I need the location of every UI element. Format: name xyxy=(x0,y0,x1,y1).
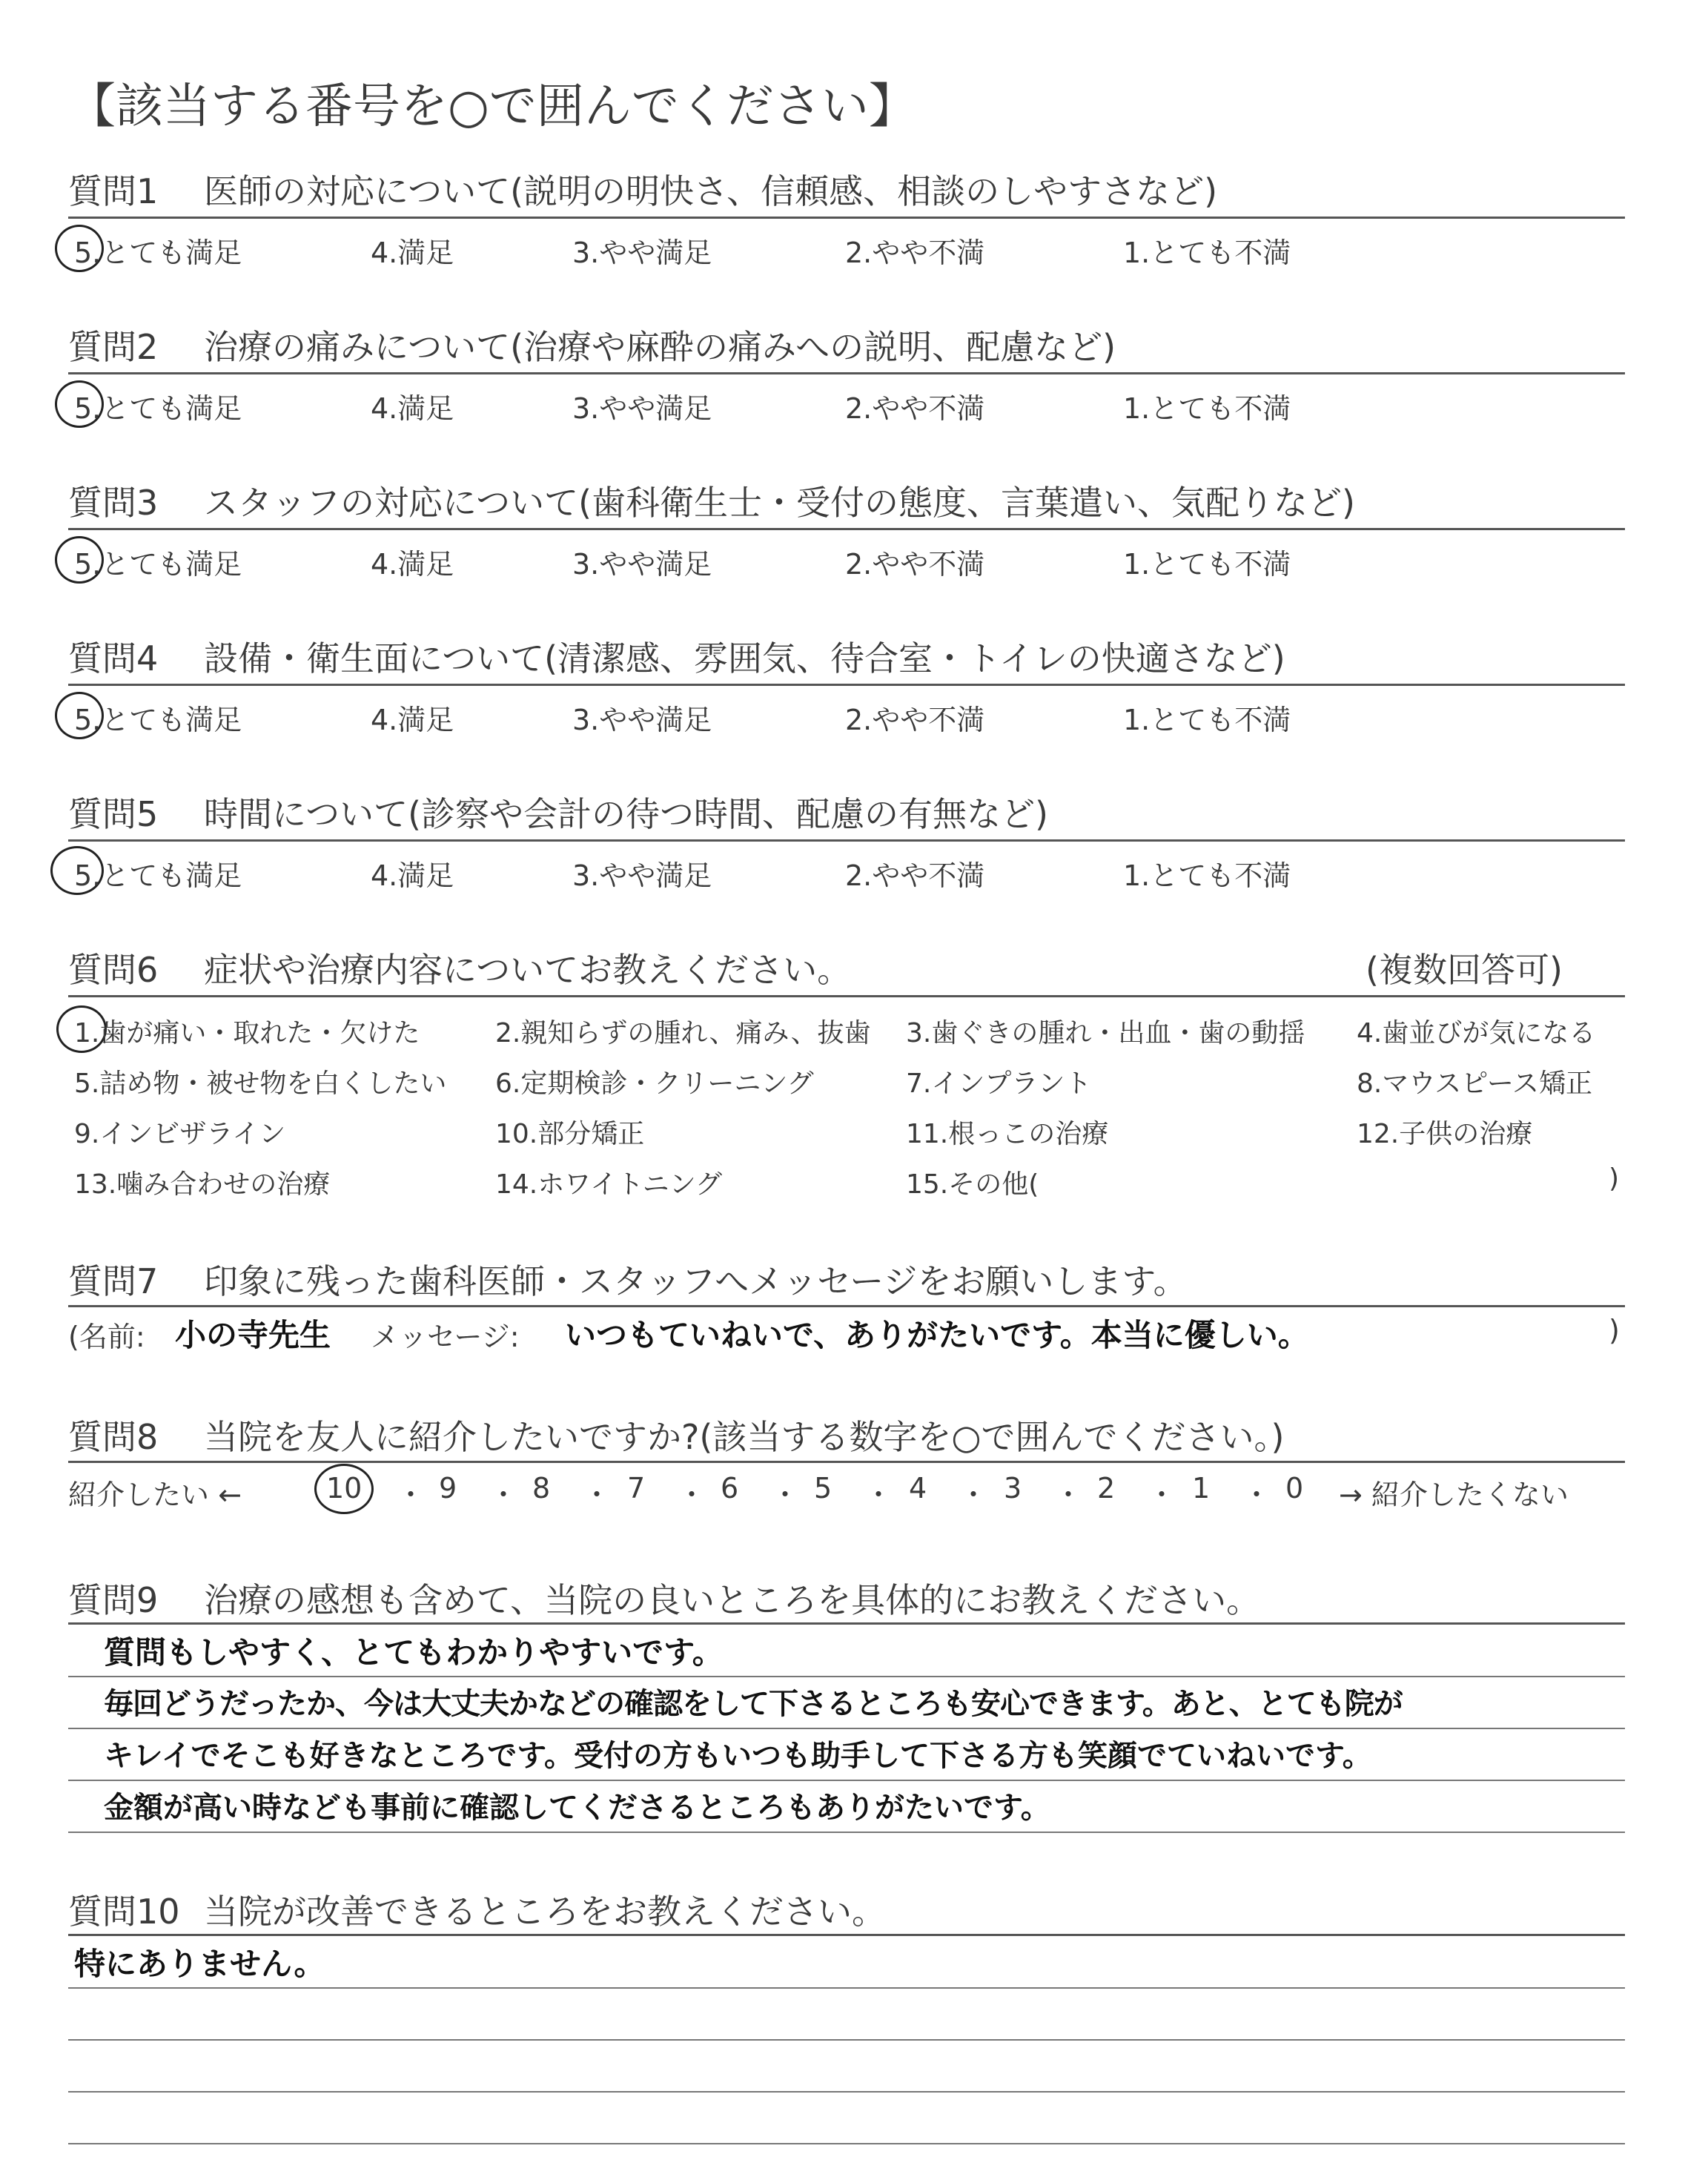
question-label: 質問7 xyxy=(68,1261,159,1301)
option-3[interactable]: 3.やや満足 xyxy=(572,548,712,581)
question-label: 質問2 xyxy=(68,327,159,367)
question-label: 質問5 xyxy=(68,794,159,834)
divider xyxy=(68,528,1625,530)
score-dot: ・ xyxy=(489,1479,518,1511)
score-dot: ・ xyxy=(1148,1479,1176,1511)
option-2[interactable]: 2.やや不満 xyxy=(845,392,985,425)
question-label: 質問6 xyxy=(68,950,159,990)
recommend-left-label: 紹介したい ← xyxy=(68,1479,242,1511)
question-text: 治療の痛みについて(治療や麻酔の痛みへの説明、配慮など) xyxy=(204,327,1116,367)
question-text: 時間について(診察や会計の待つ時間、配慮の有無など) xyxy=(204,794,1048,834)
option-2[interactable]: 2.やや不満 xyxy=(845,859,985,892)
score-5[interactable]: 5 xyxy=(814,1472,833,1505)
question-text: 医師の対応について(説明の明快さ、信頼感、相談のしやすさなど) xyxy=(204,171,1218,211)
score-0[interactable]: 0 xyxy=(1285,1472,1304,1505)
symptom-option[interactable]: 1.歯が痛い・取れた・欠けた xyxy=(74,1018,420,1048)
symptom-option[interactable]: 7.インプラント xyxy=(906,1069,1092,1099)
symptom-option[interactable]: 8.マウスピース矯正 xyxy=(1357,1069,1593,1099)
score-2[interactable]: 2 xyxy=(1097,1472,1116,1505)
option-2[interactable]: 2.やや不満 xyxy=(845,548,985,581)
answer-line xyxy=(68,1832,1625,1833)
symptom-option[interactable]: 5.詰め物・被せ物を白くしたい xyxy=(74,1069,447,1099)
answer-handwritten-line[interactable]: 質問もしやすく、とてもわかりやすいです。 xyxy=(104,1634,724,1671)
option-1[interactable]: 1.とても不満 xyxy=(1123,392,1291,425)
divider xyxy=(68,684,1625,686)
symptom-option[interactable]: 15.その他( xyxy=(906,1169,1039,1200)
message-label: メッセージ: xyxy=(371,1321,520,1353)
option-1[interactable]: 1.とても不満 xyxy=(1123,548,1291,581)
option-1[interactable]: 1.とても不満 xyxy=(1123,237,1291,269)
close-paren: ) xyxy=(1609,1314,1620,1347)
option-1[interactable]: 1.とても不満 xyxy=(1123,704,1291,736)
option-4[interactable]: 4.満足 xyxy=(371,859,454,892)
question-text: 印象に残った歯科医師・スタッフへメッセージをお願いします。 xyxy=(204,1261,1188,1301)
divider xyxy=(68,839,1625,842)
option-3[interactable]: 3.やや満足 xyxy=(572,859,712,892)
divider xyxy=(68,217,1625,219)
score-1[interactable]: 1 xyxy=(1192,1472,1211,1505)
message-handwritten[interactable]: いつもていねいで、ありがたいです。本当に優しい。 xyxy=(565,1317,1309,1353)
answer-line xyxy=(68,2143,1625,2144)
question-label: 質問1 xyxy=(68,171,159,211)
divider xyxy=(68,1622,1625,1625)
question-label: 質問8 xyxy=(68,1417,159,1457)
question-text: 当院が改善できるところをお教えください。 xyxy=(204,1892,886,1932)
option-3[interactable]: 3.やや満足 xyxy=(572,237,712,269)
score-8[interactable]: 8 xyxy=(532,1472,551,1505)
divider xyxy=(68,995,1625,997)
other-close-paren: ) xyxy=(1609,1163,1620,1194)
score-dot: ・ xyxy=(1242,1479,1271,1511)
score-3[interactable]: 3 xyxy=(1004,1472,1022,1505)
answer-handwritten-line[interactable]: 特にありません。 xyxy=(74,1946,325,1982)
question-label: 質問4 xyxy=(68,638,159,678)
multiple-answer-note: (複数回答可) xyxy=(1366,950,1563,990)
question-label: 質問10 xyxy=(68,1892,180,1932)
answer-line xyxy=(68,1728,1625,1729)
option-5[interactable]: 5.とても満足 xyxy=(74,237,242,269)
score-dot: ・ xyxy=(583,1479,612,1511)
option-4[interactable]: 4.満足 xyxy=(371,392,454,425)
name-label: (名前: xyxy=(68,1321,145,1353)
symptom-option[interactable]: 4.歯並びが気になる xyxy=(1357,1018,1596,1048)
option-5[interactable]: 5.とても満足 xyxy=(74,392,242,425)
score-4[interactable]: 4 xyxy=(909,1472,927,1505)
symptom-option[interactable]: 10.部分矯正 xyxy=(495,1119,645,1149)
recommend-right-label: → 紹介したくない xyxy=(1339,1479,1569,1511)
symptom-option[interactable]: 11.根っこの治療 xyxy=(906,1119,1109,1149)
question-label: 質問3 xyxy=(68,483,159,523)
divider xyxy=(68,1305,1625,1307)
symptom-option[interactable]: 2.親知らずの腫れ、痛み、抜歯 xyxy=(495,1018,871,1048)
answer-line xyxy=(68,1780,1625,1781)
answer-line xyxy=(68,2039,1625,2041)
score-9[interactable]: 9 xyxy=(439,1472,457,1505)
option-2[interactable]: 2.やや不満 xyxy=(845,704,985,736)
question-text: 治療の感想も含めて、当院の良いところを具体的にお教えください。 xyxy=(204,1580,1261,1620)
score-7[interactable]: 7 xyxy=(627,1472,646,1505)
option-5[interactable]: 5.とても満足 xyxy=(74,548,242,581)
option-4[interactable]: 4.満足 xyxy=(371,237,454,269)
symptom-option[interactable]: 3.歯ぐきの腫れ・出血・歯の動揺 xyxy=(906,1018,1305,1048)
option-4[interactable]: 4.満足 xyxy=(371,704,454,736)
option-1[interactable]: 1.とても不満 xyxy=(1123,859,1291,892)
question-text: 設備・衛生面について(清潔感、雰囲気、待合室・トイレの快適さなど) xyxy=(204,638,1285,678)
answer-line xyxy=(68,1987,1625,1989)
score-dot: ・ xyxy=(771,1479,800,1511)
question-text: 当院を友人に紹介したいですか?(該当する数字を○で囲んでください。) xyxy=(204,1417,1285,1457)
answer-handwritten-line[interactable]: 毎回どうだったか、今は大丈夫かなどの確認をして下さるところも安心できます。あと、とても院が xyxy=(104,1687,1403,1721)
question-text: 症状や治療内容についてお教えください。 xyxy=(204,950,852,990)
score-10[interactable]: 10 xyxy=(326,1472,363,1505)
page-title: 【該当する番号を○で囲んでください】 xyxy=(68,79,916,134)
answer-line xyxy=(68,1676,1625,1677)
score-dot: ・ xyxy=(864,1479,893,1511)
score-dot: ・ xyxy=(1054,1479,1083,1511)
option-4[interactable]: 4.満足 xyxy=(371,548,454,581)
option-3[interactable]: 3.やや満足 xyxy=(572,392,712,425)
score-dot: ・ xyxy=(678,1479,706,1511)
symptom-option[interactable]: 13.噛み合わせの治療 xyxy=(74,1169,331,1200)
score-6[interactable]: 6 xyxy=(721,1472,739,1505)
answer-line xyxy=(68,2091,1625,2093)
answer-handwritten-line[interactable]: キレイでそこも好きなところです。受付の方もいつも助手して下さる方も笑顔でていねいです。 xyxy=(104,1739,1372,1773)
score-dot: ・ xyxy=(397,1479,426,1511)
option-2[interactable]: 2.やや不満 xyxy=(845,237,985,269)
name-handwritten[interactable]: 小の寺先生 xyxy=(175,1317,331,1353)
symptom-option[interactable]: 12.子供の治療 xyxy=(1357,1119,1533,1149)
symptom-option[interactable]: 14.ホワイトニング xyxy=(495,1169,723,1200)
option-3[interactable]: 3.やや満足 xyxy=(572,704,712,736)
question-text: スタッフの対応について(歯科衛生士・受付の態度、言葉遣い、気配りなど) xyxy=(204,483,1355,523)
answer-handwritten-line[interactable]: 金額が高い時なども事前に確認してくださるところもありがたいです。 xyxy=(104,1791,1050,1825)
score-dot: ・ xyxy=(959,1479,988,1511)
option-5[interactable]: 5.とても満足 xyxy=(74,859,242,892)
option-5[interactable]: 5.とても満足 xyxy=(74,704,242,736)
divider xyxy=(68,1461,1625,1463)
divider xyxy=(68,1934,1625,1936)
symptom-option[interactable]: 6.定期検診・クリーニング xyxy=(495,1069,814,1099)
divider xyxy=(68,372,1625,374)
symptom-option[interactable]: 9.インビザライン xyxy=(74,1119,286,1149)
question-label: 質問9 xyxy=(68,1580,159,1620)
